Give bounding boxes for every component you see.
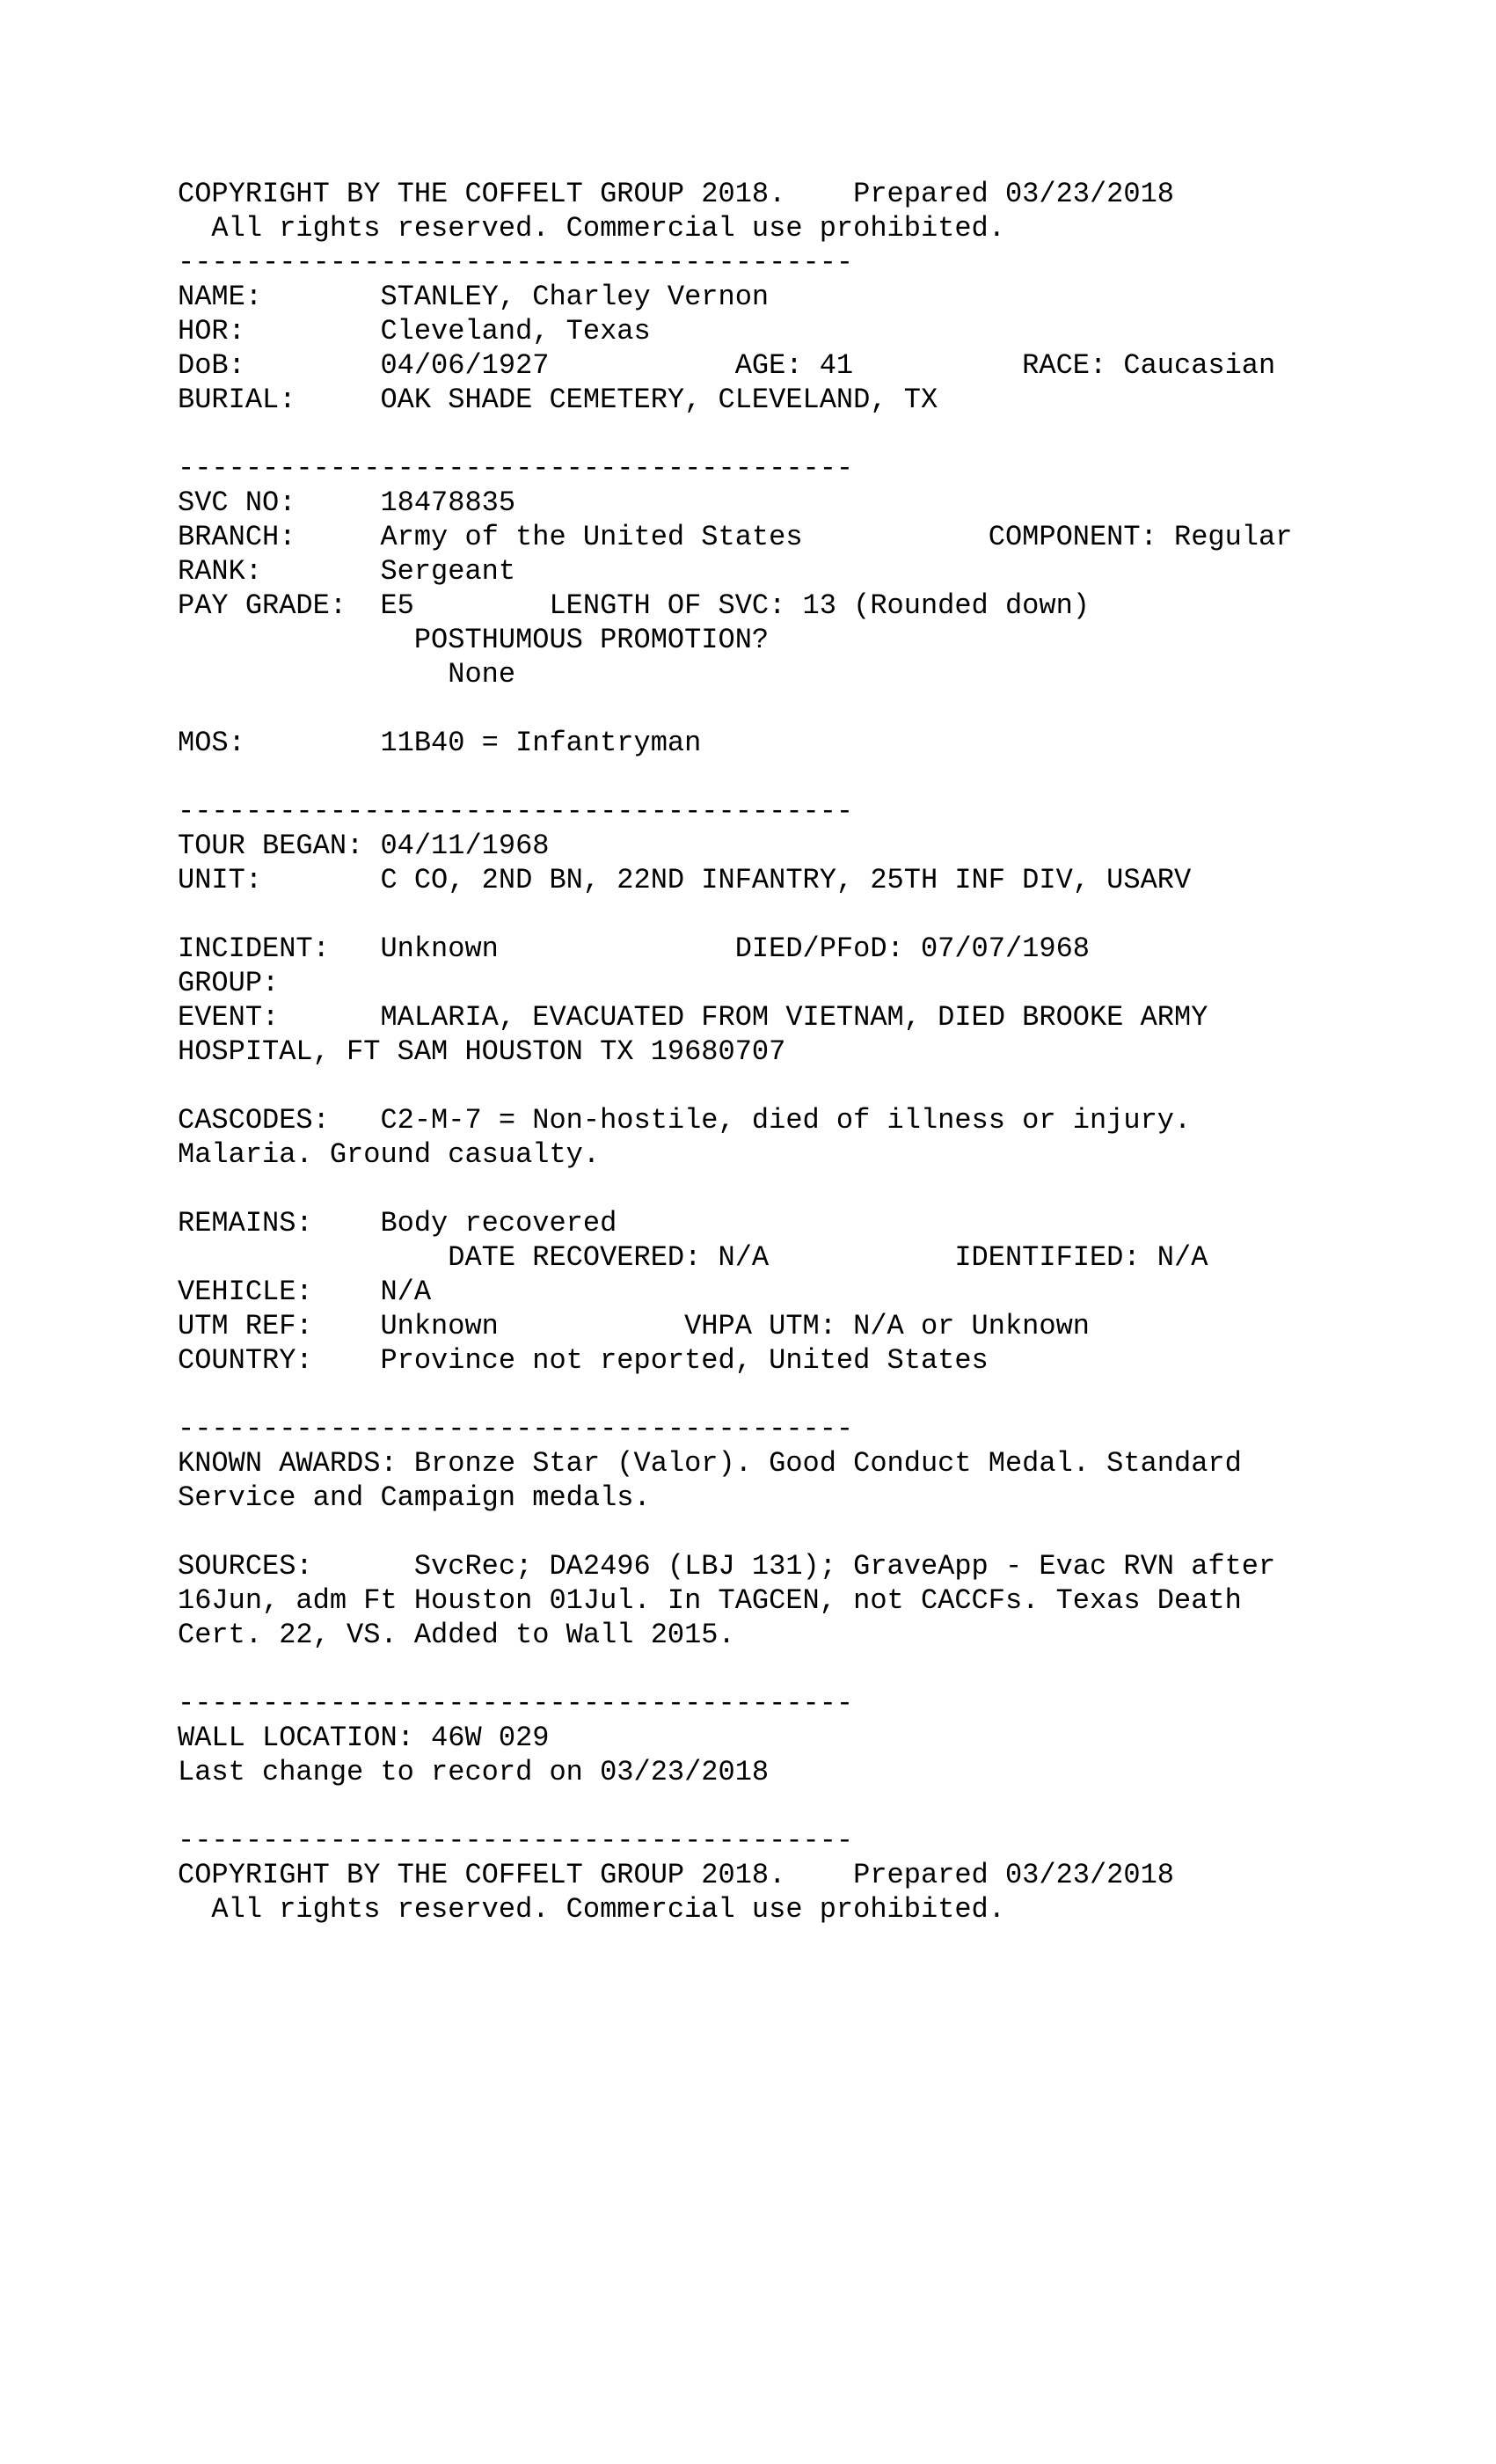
text-line: All rights reserved. Commercial use prohibited. bbox=[178, 1893, 1005, 1926]
text-line: ---------------------------------------- bbox=[178, 1824, 854, 1857]
text-line: EVENT: MALARIA, EVACUATED FROM VIETNAM, DIED BROOKE ARMY bbox=[178, 1001, 1208, 1034]
text-line: UNIT: C CO, 2ND BN, 22ND INFANTRY, 25TH INF DIV, USARV bbox=[178, 864, 1192, 896]
text-line: COPYRIGHT BY THE COFFELT GROUP 2018. Prepared 03/23/2018 bbox=[178, 178, 1174, 210]
text-line: ---------------------------------------- bbox=[178, 246, 854, 279]
text-line bbox=[178, 897, 1292, 932]
text-line: RANK: Sergeant bbox=[178, 555, 516, 588]
text-line: ---------------------------------------- bbox=[178, 795, 854, 828]
text-line: COPYRIGHT BY THE COFFELT GROUP 2018. Prepared 03/23/2018 bbox=[178, 1859, 1174, 1891]
text-line: SVC NO: 18478835 bbox=[178, 486, 516, 519]
text-line bbox=[178, 1378, 1292, 1412]
text-line: UTM REF: Unknown VHPA UTM: N/A or Unknown bbox=[178, 1310, 1090, 1342]
text-line: KNOWN AWARDS: Bronze Star (Valor). Good Conduct Medal. Standard bbox=[178, 1447, 1242, 1480]
text-line: HOSPITAL, FT SAM HOUSTON TX 19680707 bbox=[178, 1035, 786, 1068]
text-line: BURIAL: OAK SHADE CEMETERY, CLEVELAND, TX bbox=[178, 384, 938, 416]
text-line: Cert. 22, VS. Added to Wall 2015. bbox=[178, 1619, 735, 1651]
text-line: MOS: 11B40 = Infantryman bbox=[178, 727, 702, 759]
text-line: ---------------------------------------- bbox=[178, 452, 854, 485]
text-line: GROUP: bbox=[178, 967, 280, 999]
text-line bbox=[178, 1069, 1292, 1103]
text-line: BRANCH: Army of the United States COMPONENT: Regular bbox=[178, 521, 1293, 553]
text-line bbox=[178, 760, 1292, 794]
text-line: Service and Campaign medals. bbox=[178, 1481, 651, 1514]
text-line bbox=[178, 1652, 1292, 1686]
text-line: None bbox=[178, 658, 516, 691]
text-line: INCIDENT: Unknown DIED/PFoD: 07/07/1968 bbox=[178, 932, 1090, 965]
text-line bbox=[178, 1789, 1292, 1824]
text-line: HOR: Cleveland, Texas bbox=[178, 315, 651, 347]
text-line: ---------------------------------------- bbox=[178, 1413, 854, 1445]
text-line: ---------------------------------------- bbox=[178, 1687, 854, 1720]
text-line: REMAINS: Body recovered bbox=[178, 1207, 617, 1239]
text-line: DoB: 04/06/1927 AGE: 41 RACE: Caucasian bbox=[178, 349, 1276, 382]
text-line: VEHICLE: N/A bbox=[178, 1276, 432, 1308]
text-line: PAY GRADE: E5 LENGTH OF SVC: 13 (Rounded down) bbox=[178, 589, 1090, 622]
text-line: DATE RECOVERED: N/A IDENTIFIED: N/A bbox=[178, 1241, 1208, 1274]
text-line: Malaria. Ground casualty. bbox=[178, 1138, 601, 1171]
text-line: SOURCES: SvcRec; DA2496 (LBJ 131); GraveApp - Evac RVN after bbox=[178, 1550, 1276, 1583]
text-line bbox=[178, 417, 1292, 451]
text-line: 16Jun, adm Ft Houston 01Jul. In TAGCEN, not CACCFs. Texas Death bbox=[178, 1584, 1242, 1617]
text-line bbox=[178, 1172, 1292, 1206]
text-line: POSTHUMOUS PROMOTION? bbox=[178, 624, 770, 656]
text-line: COUNTRY: Province not reported, United States bbox=[178, 1344, 989, 1377]
text-line bbox=[178, 691, 1292, 726]
text-line: WALL LOCATION: 46W 029 bbox=[178, 1722, 550, 1754]
text-line: TOUR BEGAN: 04/11/1968 bbox=[178, 830, 550, 862]
text-line: NAME: STANLEY, Charley Vernon bbox=[178, 281, 770, 313]
document-text bbox=[178, 177, 1292, 1927]
text-line: Last change to record on 03/23/2018 bbox=[178, 1756, 770, 1788]
text-line: All rights reserved. Commercial use prohibited. bbox=[178, 212, 1005, 245]
text-line: CASCODES: C2-M-7 = Non-hostile, died of illness or injury. bbox=[178, 1104, 1192, 1137]
text-line bbox=[178, 1515, 1292, 1549]
